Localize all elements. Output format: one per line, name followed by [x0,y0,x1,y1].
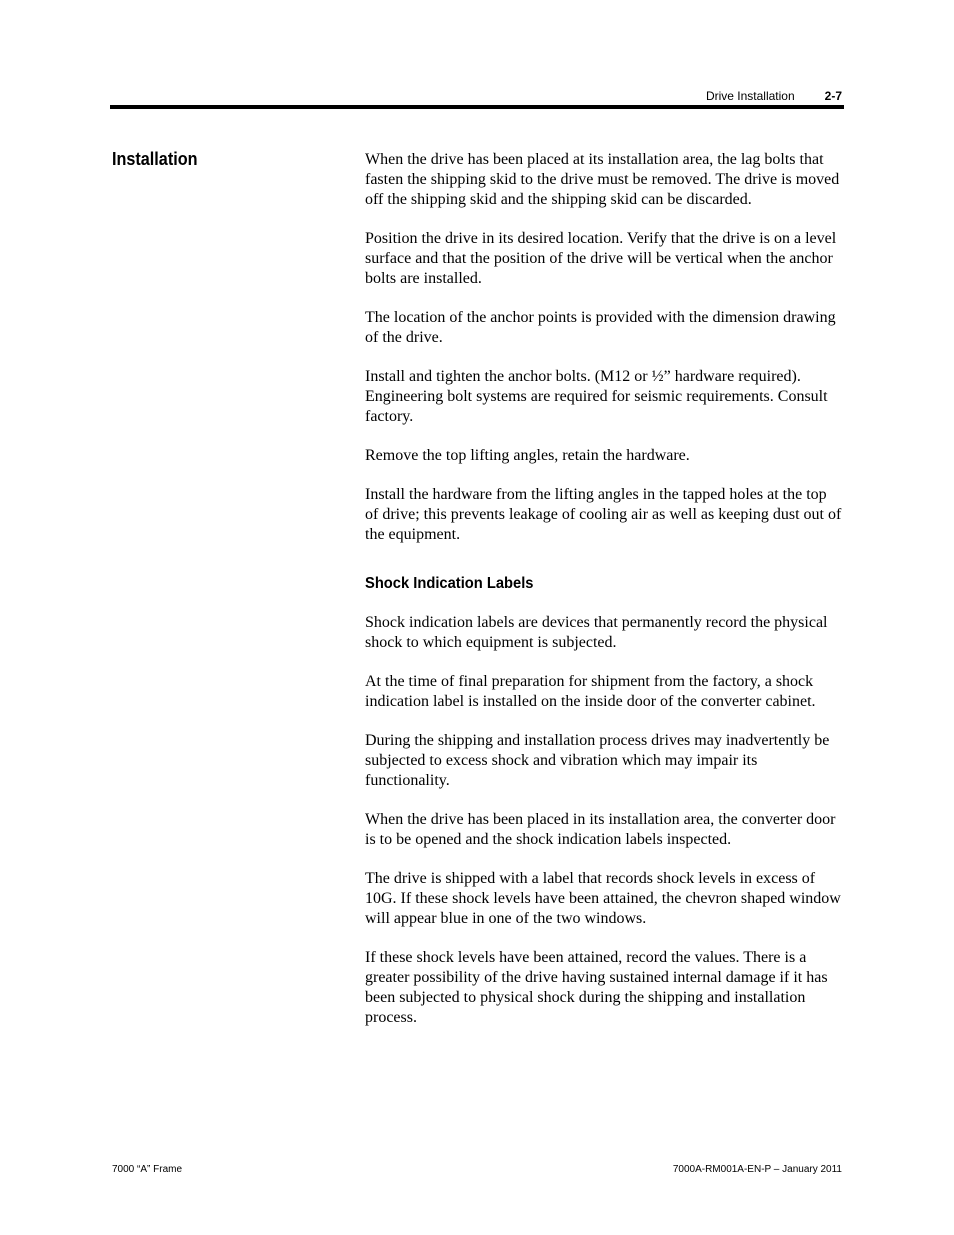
footer-publication: 7000A-RM001A-EN-P – January 2011 [672,1164,842,1175]
paragraph: When the drive has been placed at its installation area, the lag bolts that fasten the shipping skid to the drive must be removed. The drive is moved off the shipping skid and the shipping skid can be discarded. [365,151,840,208]
header-rule [110,105,844,109]
paragraph: At the time of final preparation for shipment from the factory, a shock indication label is installed on the inside door of the converter cabinet. [365,673,816,710]
section-heading: Installation [112,149,198,169]
paragraph: Remove the top lifting angles, retain the hardware. [365,447,690,464]
header-page-number: 2-7 [824,89,842,103]
paragraph: Install the hardware from the lifting angles in the tapped holes at the top of drive; this prevents leakage of cooling air as well as keeping dust out of the equipment. [365,486,842,543]
body-column [365,150,843,1047]
paragraph: Install and tighten the anchor bolts. (M12 or ½” hardware required). Engineering bolt systems are required for seismic requirements. Consult factory. [365,368,828,425]
paragraph: During the shipping and installation process drives may inadvertently be subjected to excess shock and vibration which may impair its functionality. [365,732,830,789]
paragraph: Position the drive in its desired location. Verify that the drive is on a level surface and that the position of the drive will be vertical when the anchor bolts are installed. [365,230,837,287]
paragraph: The location of the anchor points is provided with the dimension drawing of the drive. [365,309,836,346]
paragraph: The drive is shipped with a label that records shock levels in excess of 10G. If these shock levels have been attained, the chevron shaped window will appear blue in one of the two windows. [365,870,841,927]
paragraph: When the drive has been placed in its installation area, the converter door is to be opened and the shock indication labels inspected. [365,811,836,848]
paragraph: Shock indication labels are devices that permanently record the physical shock to which equipment is subjected. [365,614,828,651]
paragraph: If these shock levels have been attained, record the values. There is a greater possibility of the drive having sustained internal damage if it has been subjected to physical shock during the shipping and installation process. [365,949,828,1026]
footer-product: 7000 “A” Frame [112,1164,183,1175]
header-section-title: Drive Installation [705,89,795,103]
page-header [706,89,842,103]
subsection-heading: Shock Indication Labels [365,575,534,592]
